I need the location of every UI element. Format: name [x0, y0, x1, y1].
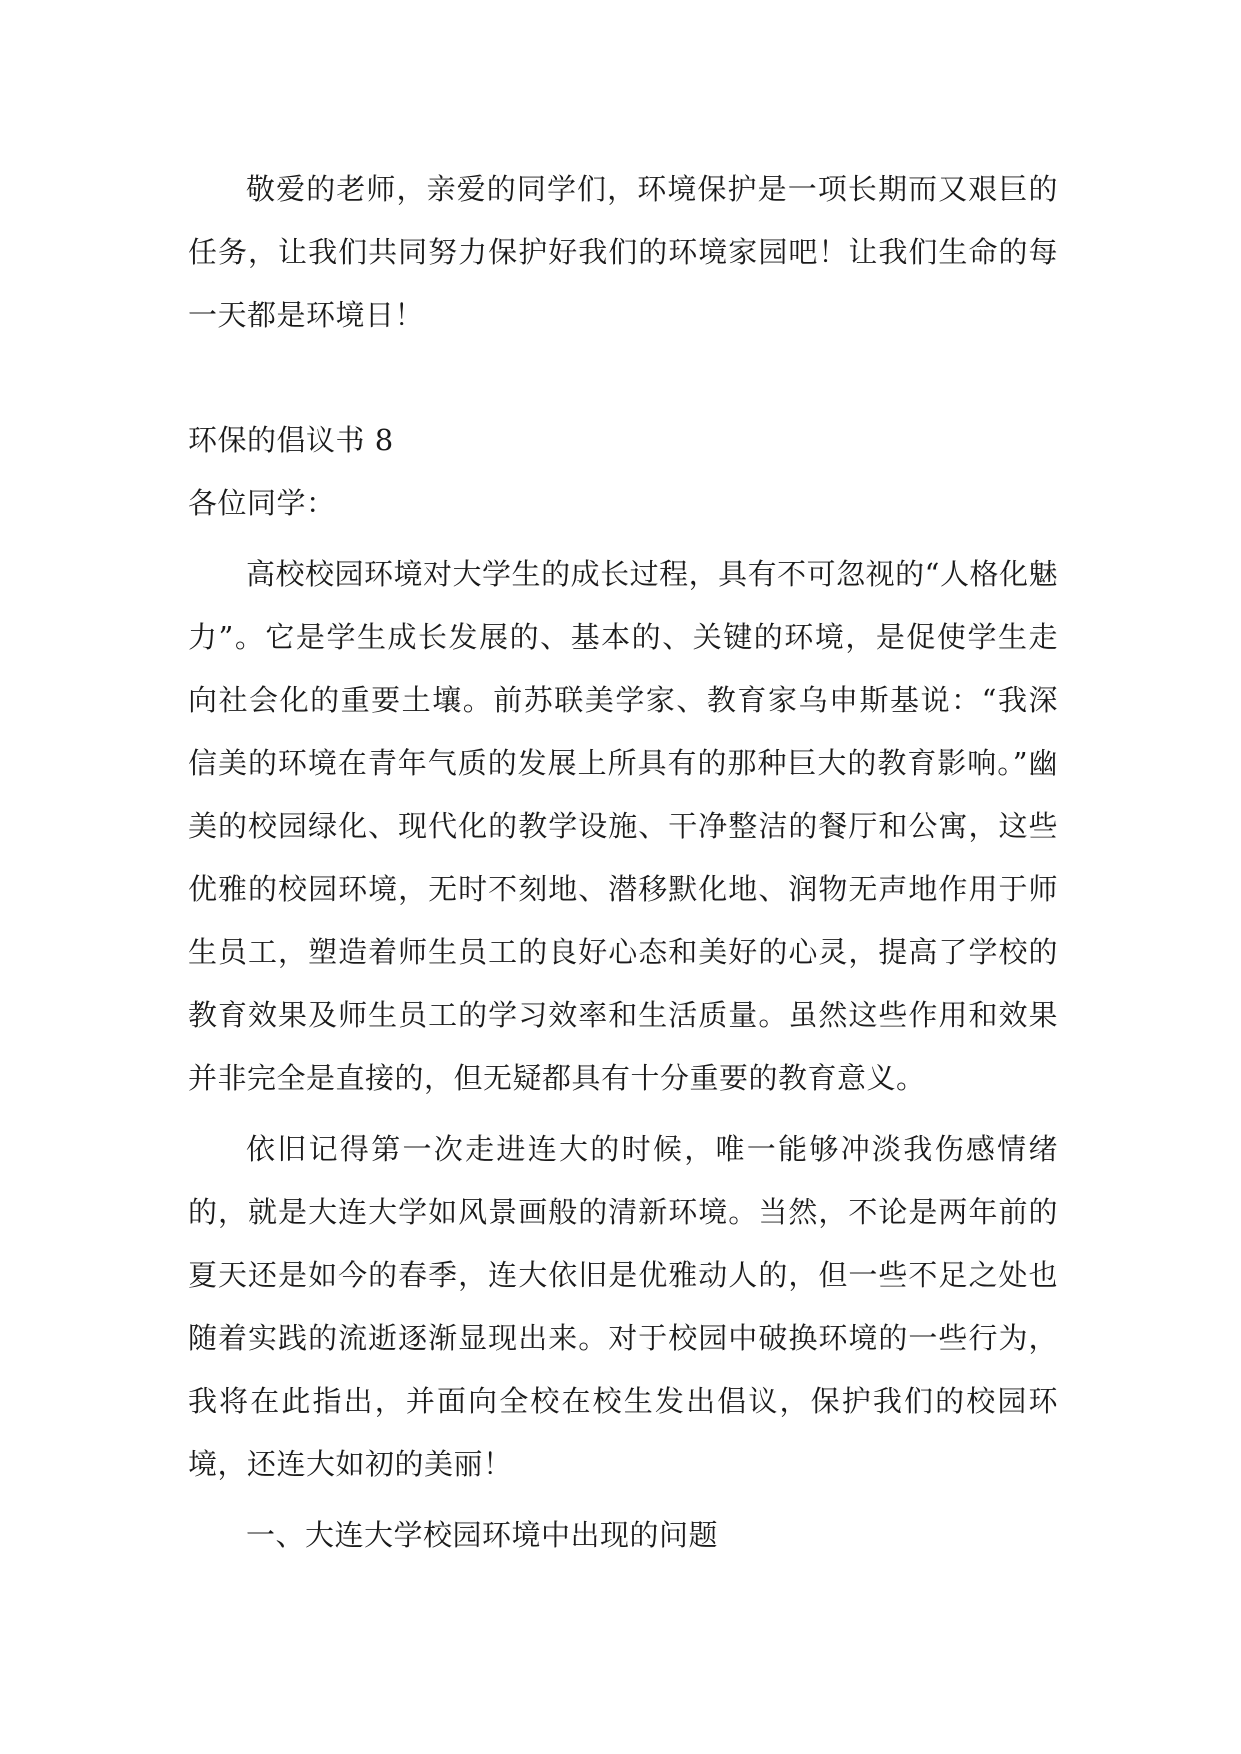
section-heading: 一、大连大学校园环境中出现的问题: [246, 1518, 719, 1552]
spacer: [188, 347, 1058, 409]
body-paragraph: 高校校园环境对大学生的成长过程，具有不可忽视的“人格化魅力”。它是学生成长发展的、基本的、关键的环境，是促使学生走向社会化的重要土壤。前苏联美学家、教育家乌申斯基说：“我深信美的环境在青年气质的发展上所具有的那种巨大的教育影响。”幽美的校园绿化、现代化的教学设施、干净整洁的餐厅和公寓，这些优雅的校园环境，无时不刻地、潜移默化地、润物无声地作用于师生员工，塑造着师生员工的良好心态和美好的心灵，提高了学校的教育效果及师生员工的学习效率和生活质量。虽然这些作用和效果并非完全是直接的，但无疑都具有十分重要的教育意义。: [188, 557, 1058, 1095]
salutation: 各位同学：: [188, 486, 336, 520]
spacer: [188, 1496, 1058, 1504]
intro-paragraph: 敬爱的老师，亲爱的同学们，环境保护是一项长期而又艰巨的任务，让我们共同努力保护好我们的环境家园吧！让我们生命的每一天都是环境日！: [188, 172, 1058, 332]
spacer: [188, 535, 1058, 543]
spacer: [188, 1110, 1058, 1118]
body-paragraph: 依旧记得第一次走进连大的时候，唯一能够冲淡我伤感情绪的，就是大连大学如风景画般的清新环境。当然，不论是两年前的夏天还是如今的春季，连大依旧是优雅动人的，但一些不足之处也随着实践的流逝逐渐显现出来。对于校园中破换环境的一些行为，我将在此指出，并面向全校在校生发出倡议，保护我们的校园环境，还连大如初的美丽！: [188, 1132, 1058, 1481]
document-page: [188, 158, 1058, 1567]
section-title: 环保的倡议书 8: [188, 423, 394, 457]
